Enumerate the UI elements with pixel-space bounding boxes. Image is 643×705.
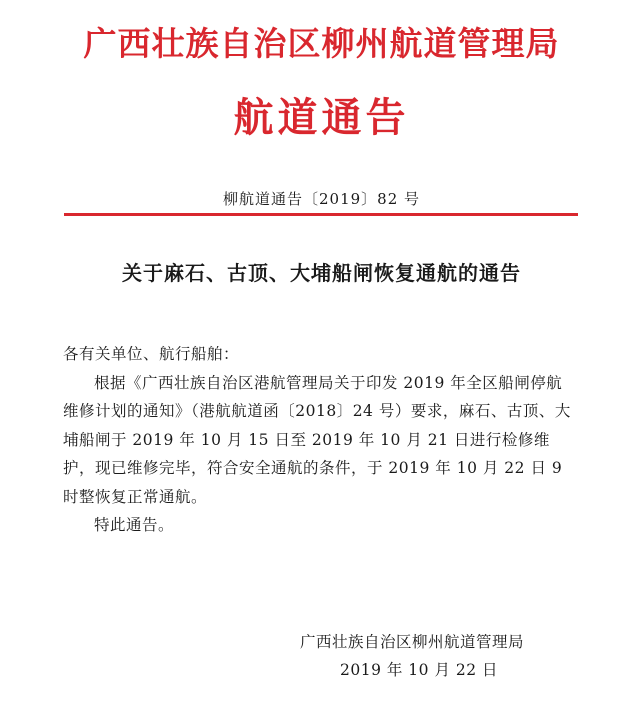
document-type-heading: 航道通告: [233, 94, 410, 141]
signature-organization: 广西壮族自治区柳州航道管理局: [300, 633, 525, 651]
signature-block: [300, 628, 560, 684]
document-number: 柳航道通告〔2019〕82 号: [222, 190, 421, 208]
issuing-organization-title: 广西壮族自治区柳州航道管理局: [83, 24, 560, 63]
notice-title: 关于麻石、古顶、大埔船闸恢复通航的通告: [122, 261, 521, 285]
signature-date: 2019 年 10 月 22 日: [340, 661, 499, 679]
body-paragraph: 根据《广西壮族自治区港航管理局关于印发 2019 年全区船闸停航维修计划的通知》（港航航道函〔2018〕24 号）要求，麻石、古顶、大埔船闸于 2019 年 10 月 15 日至 2019 年 10 月 21 日进行检修维护，现已维修完毕，符合安全通航的条件，于 2019 年 10 月 22 日 9 时整恢复正常通航。: [63, 373, 571, 506]
notice-body: [63, 340, 575, 540]
salutation: 各有关单位、航行船舶：: [63, 345, 240, 363]
red-divider-line: [64, 213, 578, 216]
closing-line: 特此通告。: [94, 516, 175, 534]
